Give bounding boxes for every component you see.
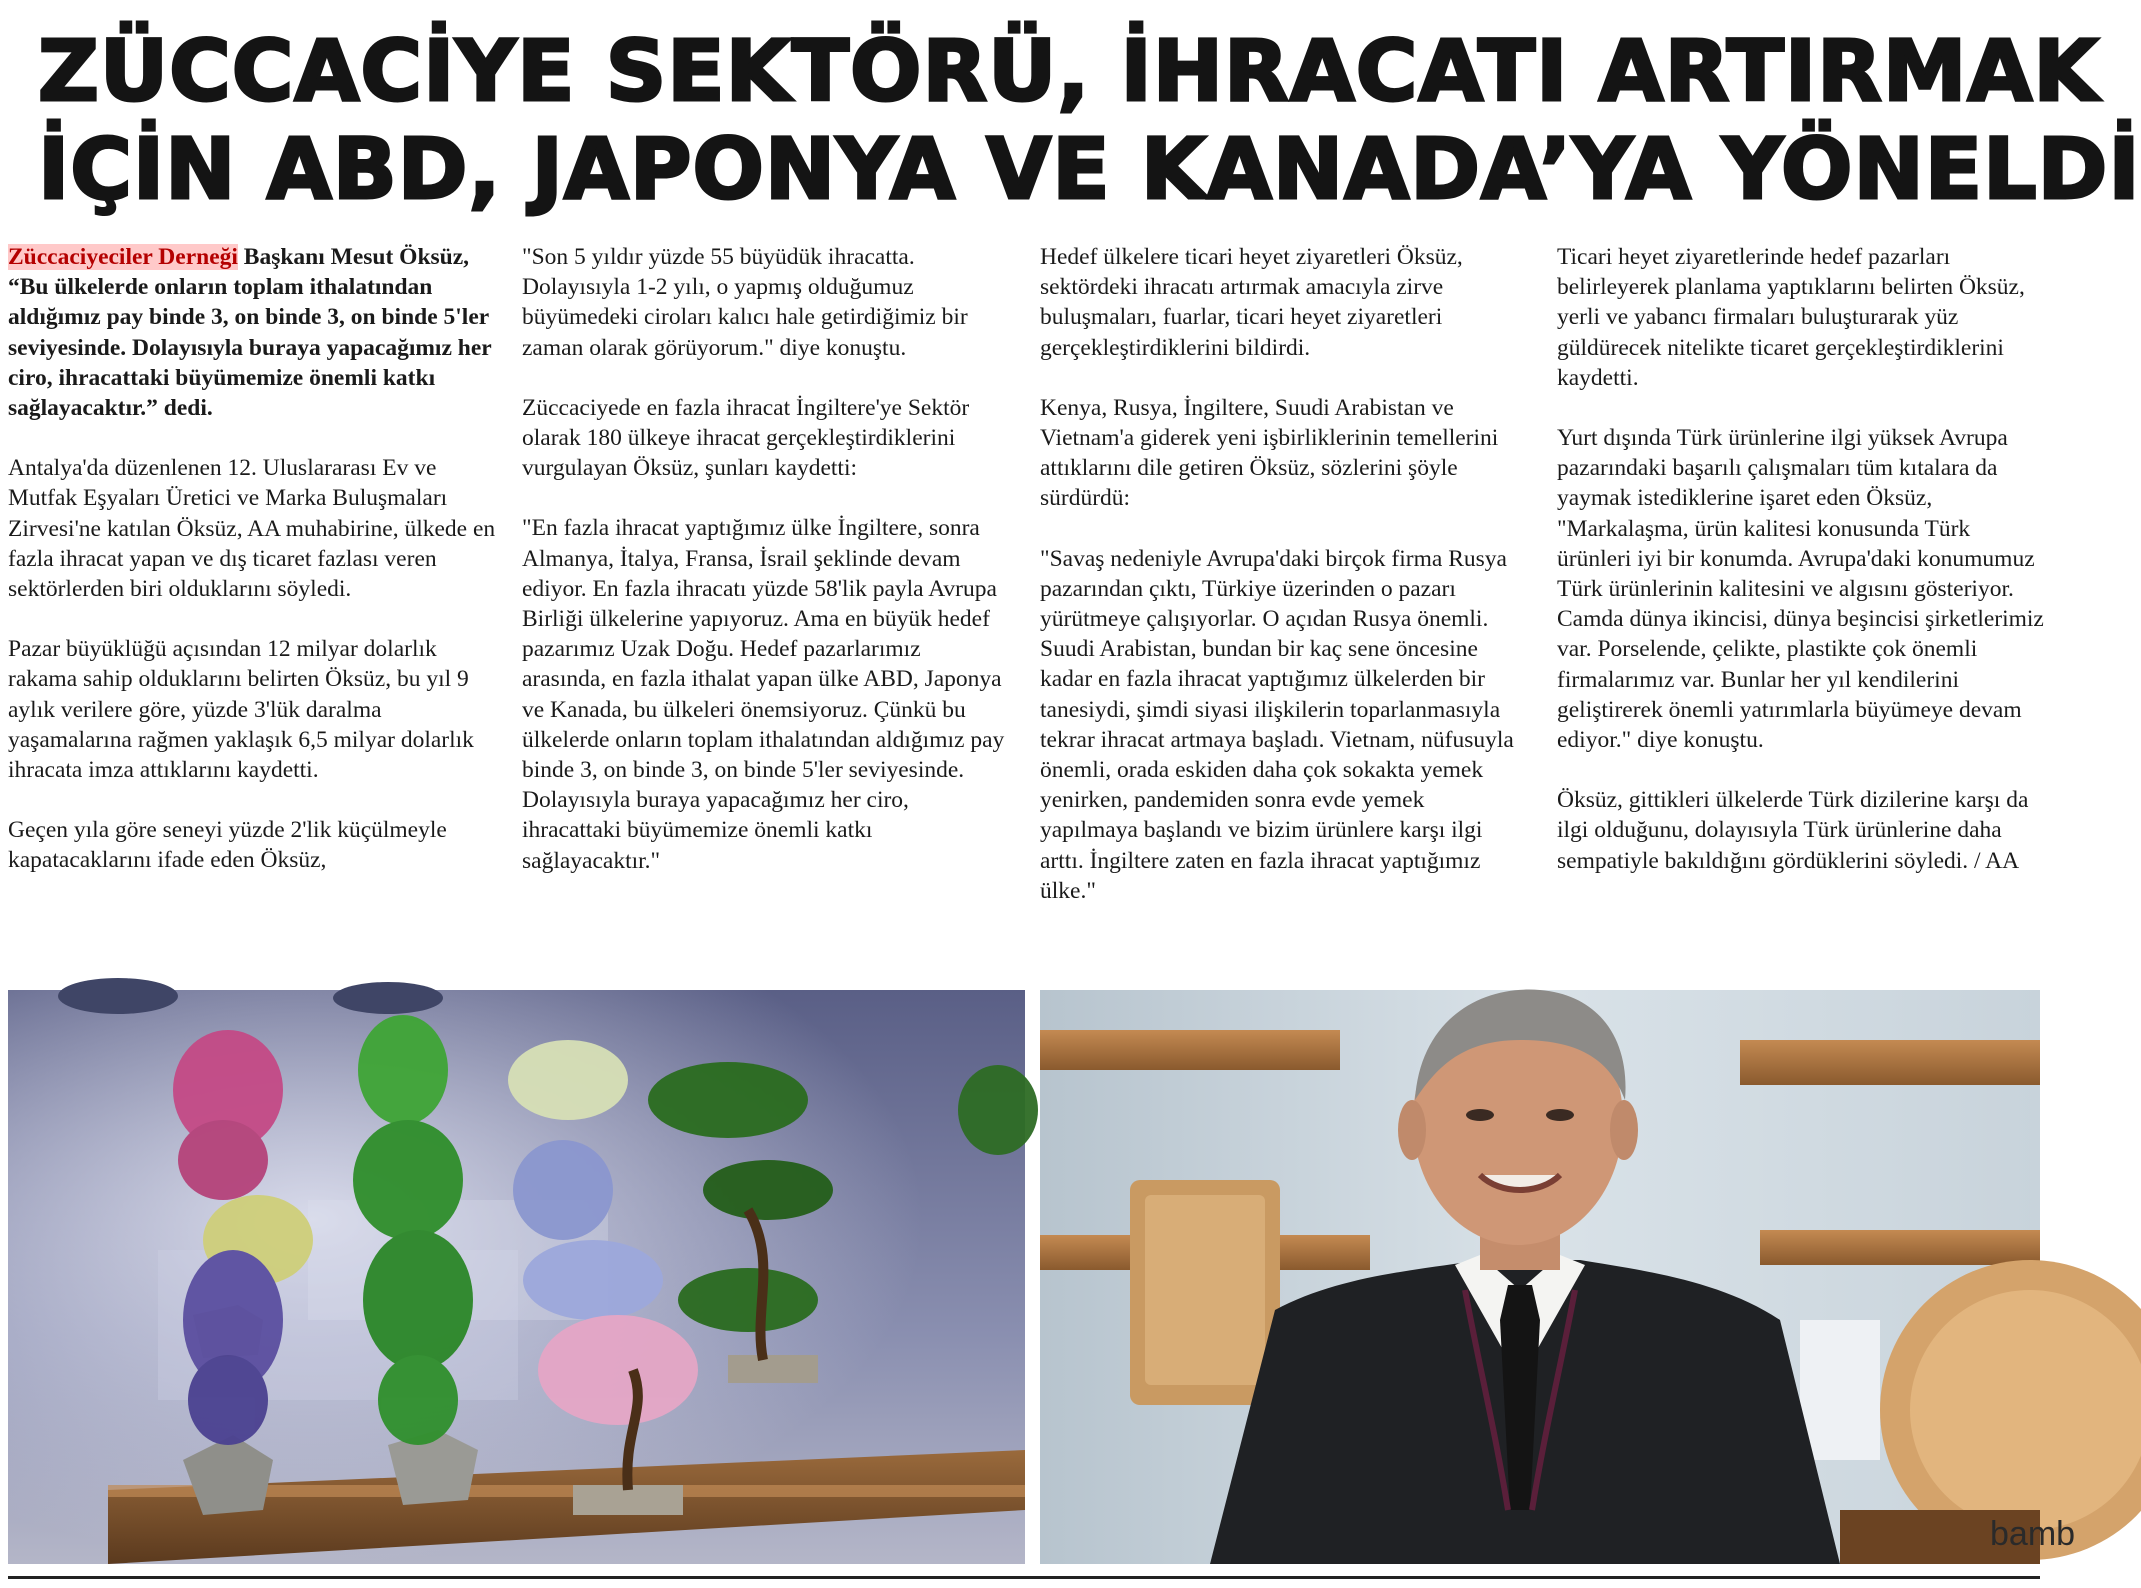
box-logo-text: bamb (1990, 1515, 2076, 1553)
paragraph: Geçen yıla göre seneyi yüzde 2'lik küçülmeyle kapatacaklarını ifade eden Öksüz, (8, 817, 447, 874)
article-column-1 (8, 242, 496, 906)
highlighted-organization: Züccaciyeciler Derneği (8, 244, 238, 270)
portrait-illustration (1040, 990, 2076, 1564)
lead-paragraph (8, 242, 496, 423)
bottom-rule (8, 1576, 2040, 1579)
paragraph: Hedef ülkelere ticari heyet ziyaretleri Öksüz, sektördeki ihracatı artırmak amacıyla zirve buluşmaları, fuarlar, ticari heyet ziyaretleri gerçekleştirdiklerini bildirdi. (1040, 244, 1463, 361)
headline-line-2: İÇİN ABD, JAPONYA VE KANADA’YA YÖNELDİ (38, 120, 2141, 218)
paragraph: Ticari heyet ziyaretlerinde hedef pazarları belirleyerek planlama yaptıklarını belirten Öksüz, yerli ve yabancı firmaları buluşturarak yüz güldürecek nitelikte ticaret gerçekleştirdiklerini kaydetti. (1557, 244, 2025, 391)
article-column-3 (1040, 242, 1528, 936)
paragraph: Kenya, Rusya, İngiltere, Suudi Arabistan ve Vietnam'a giderek yeni işbirliklerinin temellerini attıklarını dile getiren Öksüz, sözlerini şöyle sürdürdü: (1040, 394, 1499, 512)
photo-portrait-mesut-oksuz (1040, 990, 2076, 1564)
paragraph: "Son 5 yıldır yüzde 55 büyüdük ihracatta. Dolayısıyla 1-2 yılı, o yapmış olduğumuz büyümedeki ciroları kalıcı hale getirdiğimiz bir zaman olarak görüyorum." diye konuştu. (522, 244, 968, 361)
article-column-2 (522, 242, 1010, 906)
photo-artificial-plants-display (8, 990, 1025, 1564)
paragraph: Yurt dışında Türk ürünlerine ilgi yüksek Avrupa pazarındaki başarılı çalışmaları tüm kıtalara da yaymak istediklerine işaret eden Öksüz, "Markalaşma, ürün kalitesi konusunda Türk ürünleri iyi bir konumda. Avrupa'daki konumumuz Türk ürünlerinin kalitesini ve algısını gösteriyor. Camda dünya ikincisi, dünya beşincisi şirketlerimiz var. Porselende, çelikte, plastikte çok önemli firmalarımız var. Bunlar her yıl kendilerini geliştirerek önemli yatırımlarla büyümeye devam ediyor." diye konuştu. (1557, 425, 2044, 754)
paragraph: "En fazla ihracat yaptığımız ülke İngiltere, sonra Almanya, İtalya, Fransa, İsrail şeklinde devam ediyor. En fazla ihracatı yüzde 58'lik payla Avrupa Birliği ülkelerine yapıyoruz. Ama en büyük hedef pazarımız Uzak Doğu. Hedef pazarlarımız arasında, en fazla ithalat yapan ülke ABD, Japonya ve Kanada, bu ülkeleri önemsiyoruz. Çünkü bu ülkelerde onların toplam ithalatından aldığımız pay binde 3, on binde 3, on binde 5'ler seviyesinde. Dolayısıyla buraya yapacağımız her ciro, ihracattaki büyümemize önemli katkı sağlayacaktır." (522, 515, 1005, 874)
paragraph: Züccaciyede en fazla ihracat İngiltere'ye Sektör olarak 180 ülkeye ihracat gerçekleştirdiklerini vurgulayan Öksüz, şunları kaydetti: (522, 394, 970, 482)
article-column-4 (1557, 242, 2045, 906)
lead-text: Başkanı Mesut Öksüz, “Bu ülkelerde onların toplam ithalatından aldığımız pay binde 3, on binde 3, on binde 5'ler seviyesinde. Dolayısıyla buraya yapacağımız her ciro, ihracattaki büyümemize önemli katkı sağlayacaktır.” dedi. (8, 244, 492, 422)
headline-line-1: ZÜCCACİYE SEKTÖRÜ, İHRACATI ARTIRMAK (38, 22, 2100, 120)
paragraph: Pazar büyüklüğü açısından 12 milyar dolarlık rakama sahip olduklarını belirten Öksüz, bu yıl 9 aylık verilere göre, yüzde 3'lük daralma yaşamalarına rağmen yaklaşık 6,5 milyar dolarlık ihracata imza attıklarını kaydetti. (8, 636, 474, 784)
headline (38, 22, 2141, 218)
paragraph: "Savaş nedeniyle Avrupa'daki birçok firma Rusya pazarından çıktı, Türkiye üzerinden o pazarı yürütmeye çalışıyorlar. O açıdan Rusya önemli. Suudi Arabistan, bundan bir kaç sene öncesine kadar en fazla ihracat yaptığımız ülkelerden bir tanesiydi, şimdi siyasi ilişkilerin toparlanmasıyla tekrar ihracat artmaya başladı. Vietnam, nüfusuyla önemli, orada eskiden daha çok sokakta yemek yenirken, pandemiden sonra evde yemek yapılmaya başlandı ve bizim ürünlere karşı ilgi arttı. İngiltere zaten en fazla ihracat yaptığımız ülke." (1040, 545, 1514, 904)
paragraph: Öksüz, gittikleri ülkelerde Türk dizilerine karşı da ilgi olduğunu, dolayısıyla Türk ürünlerine daha sempatiyle bakıldığını gördüklerini söyledi. / AA (1557, 787, 2029, 874)
plants-illustration (8, 990, 1025, 1564)
paragraph: Antalya'da düzenlenen 12. Uluslararası Ev ve Mutfak Eşyaları Üretici ve Marka Buluşmaları Zirvesi'ne katılan Öksüz, AA muhabirine, ülkede en fazla ihracat yapan ve dış ticaret fazlası veren sektörlerden biri olduklarını söyledi. (8, 455, 496, 603)
